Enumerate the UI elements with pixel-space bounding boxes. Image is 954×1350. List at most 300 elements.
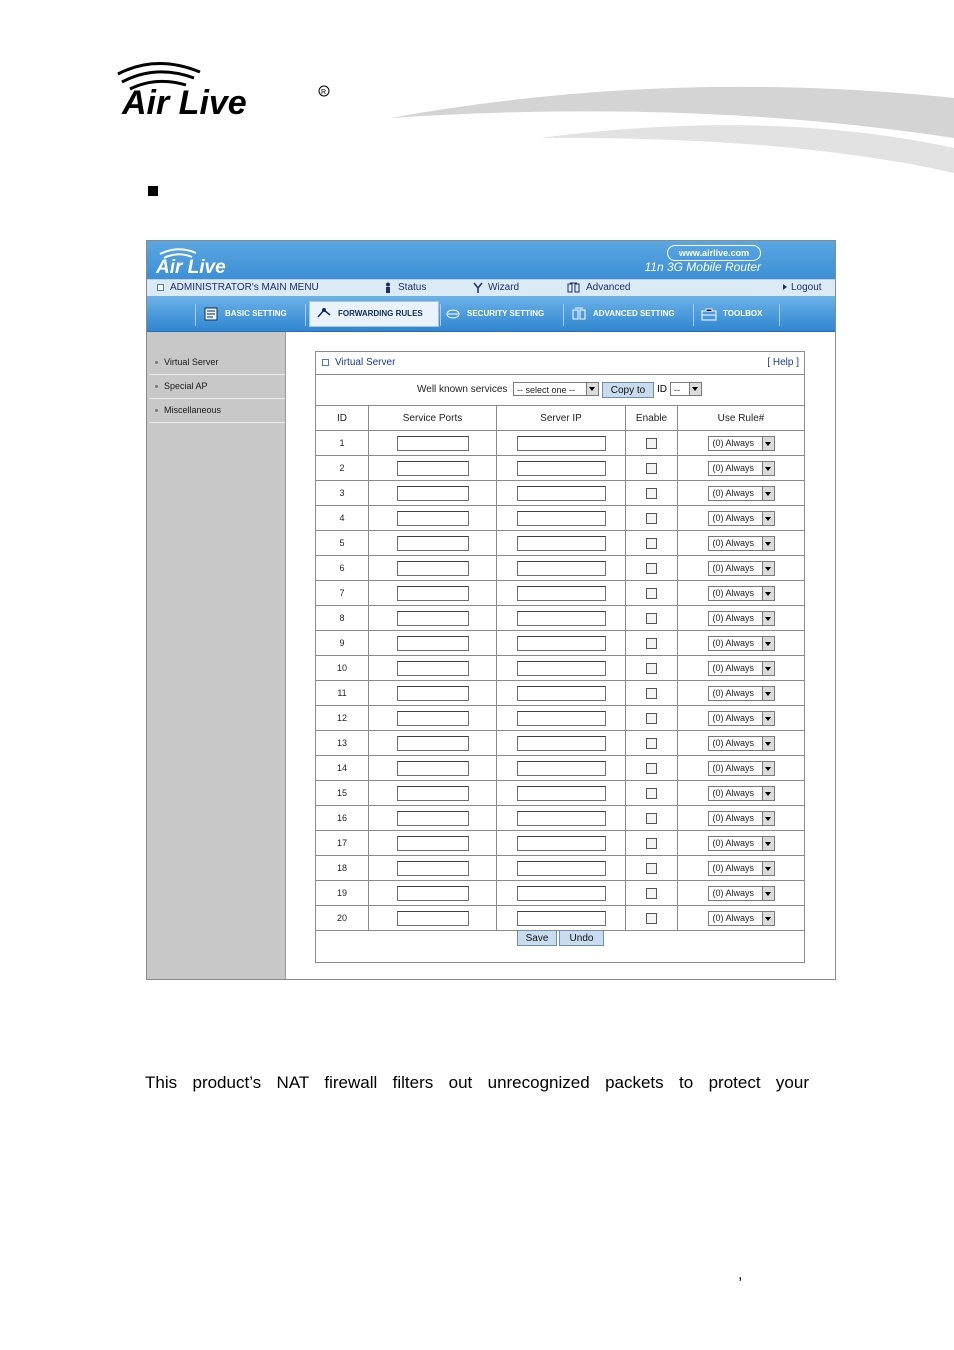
enable-cell	[626, 581, 678, 606]
section-bullet	[148, 186, 158, 196]
use-rule-select[interactable]	[708, 686, 775, 701]
svg-text:Air Live: Air Live	[156, 257, 226, 277]
tab-divider	[779, 304, 780, 326]
use-rule-value: (0) Always	[712, 762, 755, 773]
use-rule-select[interactable]	[708, 761, 775, 776]
tab-toolbox[interactable]	[701, 302, 762, 326]
wizard-icon	[473, 282, 483, 293]
bullet-icon	[155, 361, 158, 364]
service-ports-cell	[369, 431, 497, 456]
chevron-down-icon	[762, 637, 774, 650]
server-ip-input[interactable]	[517, 661, 606, 676]
use-rule-select[interactable]	[708, 861, 775, 876]
service-ports-cell	[369, 531, 497, 556]
use-rule-select[interactable]	[708, 586, 775, 601]
service-ports-input[interactable]	[397, 836, 469, 851]
service-ports-cell	[369, 831, 497, 856]
server-ip-input[interactable]	[517, 686, 606, 701]
server-ip-input[interactable]	[517, 561, 606, 576]
use-rule-select[interactable]	[708, 611, 775, 626]
service-ports-cell	[369, 756, 497, 781]
row-id: 5	[316, 531, 369, 556]
service-ports-cell	[369, 481, 497, 506]
server-ip-cell	[497, 531, 626, 556]
use-rule-cell	[678, 581, 805, 606]
server-ip-input[interactable]	[517, 536, 606, 551]
use-rule-value: (0) Always	[712, 862, 755, 873]
service-ports-cell	[369, 856, 497, 881]
id-select[interactable]	[670, 382, 702, 396]
bullet-icon	[155, 409, 158, 412]
service-ports-input[interactable]	[397, 561, 469, 576]
server-ip-cell	[497, 731, 626, 756]
server-ip-cell	[497, 881, 626, 906]
enable-cell	[626, 431, 678, 456]
toolbox-icon	[701, 307, 717, 321]
enable-cell	[626, 531, 678, 556]
enable-checkbox[interactable]	[646, 713, 657, 724]
service-ports-cell	[369, 631, 497, 656]
main-menu-label: ADMINISTRATOR's MAIN MENU	[170, 282, 319, 293]
server-ip-cell	[497, 806, 626, 831]
copy-to-button[interactable]: Copy to	[602, 382, 654, 398]
service-ports-cell	[369, 881, 497, 906]
advanced-link[interactable]	[567, 281, 630, 295]
service-ports-cell	[369, 731, 497, 756]
chevron-down-icon	[689, 383, 701, 395]
service-ports-cell	[369, 681, 497, 706]
chevron-down-icon	[762, 762, 774, 775]
undo-button[interactable]: Undo	[559, 930, 604, 946]
use-rule-cell	[678, 456, 805, 481]
table-row	[316, 781, 804, 806]
enable-checkbox[interactable]	[646, 813, 657, 824]
use-rule-cell	[678, 681, 805, 706]
table-row	[316, 806, 804, 831]
wizard-label: Wizard	[488, 282, 520, 293]
use-rule-select[interactable]	[708, 736, 775, 751]
enable-cell	[626, 656, 678, 681]
service-ports-input[interactable]	[397, 861, 469, 876]
enable-checkbox[interactable]	[646, 463, 657, 474]
server-ip-cell	[497, 656, 626, 681]
enable-checkbox[interactable]	[646, 788, 657, 799]
server-ip-input[interactable]	[517, 761, 606, 776]
use-rule-select[interactable]	[708, 786, 775, 801]
use-rule-value: (0) Always	[712, 437, 755, 448]
use-rule-cell	[678, 606, 805, 631]
use-rule-cell	[678, 756, 805, 781]
sidebar-item-label: Special AP	[164, 381, 208, 391]
table-row	[316, 456, 804, 481]
use-rule-select[interactable]	[708, 661, 775, 676]
use-rule-value: (0) Always	[712, 812, 755, 823]
logout-link[interactable]	[783, 281, 822, 295]
use-rule-value: (0) Always	[712, 487, 755, 498]
server-ip-cell	[497, 681, 626, 706]
enable-cell	[626, 781, 678, 806]
tab-advanced-setting[interactable]	[571, 302, 675, 326]
row-id: 2	[316, 456, 369, 481]
square-icon	[322, 359, 329, 366]
enable-checkbox[interactable]	[646, 763, 657, 774]
use-rule-cell	[678, 481, 805, 506]
chevron-down-icon	[762, 662, 774, 675]
service-ports-input[interactable]	[397, 886, 469, 901]
service-ports-input[interactable]	[397, 436, 469, 451]
service-ports-input[interactable]	[397, 786, 469, 801]
panel-title-text: Virtual Server	[335, 357, 396, 368]
server-ip-cell	[497, 606, 626, 631]
tab-divider	[563, 304, 564, 326]
enable-cell	[626, 856, 678, 881]
server-ip-cell	[497, 581, 626, 606]
settings-tabbar	[147, 296, 835, 332]
enable-checkbox[interactable]	[646, 638, 657, 649]
table-row	[316, 881, 804, 906]
network-icon	[571, 307, 587, 321]
table-row	[316, 656, 804, 681]
enable-cell	[626, 706, 678, 731]
server-ip-input[interactable]	[517, 436, 606, 451]
use-rule-cell	[678, 556, 805, 581]
service-ports-input[interactable]	[397, 811, 469, 826]
enable-cell	[626, 456, 678, 481]
column-header-use-rule: Use Rule#	[678, 406, 805, 431]
service-ports-cell	[369, 506, 497, 531]
server-ip-input[interactable]	[517, 636, 606, 651]
enable-checkbox[interactable]	[646, 863, 657, 874]
shield-icon	[445, 307, 461, 321]
chevron-down-icon	[762, 737, 774, 750]
network-icon	[567, 282, 581, 293]
tab-security-setting[interactable]	[445, 302, 544, 326]
enable-cell	[626, 506, 678, 531]
table-row	[316, 706, 804, 731]
use-rule-cell	[678, 806, 805, 831]
chevron-down-icon	[762, 862, 774, 875]
page-mark: ,	[738, 1266, 743, 1283]
table-row	[316, 431, 804, 456]
row-id: 3	[316, 481, 369, 506]
table-row	[316, 606, 804, 631]
services-select[interactable]	[513, 382, 599, 396]
enable-checkbox[interactable]	[646, 438, 657, 449]
column-header-service-ports: Service Ports	[369, 406, 497, 431]
well-known-services-row	[316, 375, 804, 406]
tab-divider	[440, 304, 441, 326]
row-id: 4	[316, 506, 369, 531]
chevron-down-icon	[762, 562, 774, 575]
table-row	[316, 481, 804, 506]
enable-checkbox[interactable]	[646, 838, 657, 849]
server-ip-cell	[497, 481, 626, 506]
chevron-down-icon	[762, 462, 774, 475]
sidebar-item-virtual-server[interactable]	[149, 350, 285, 375]
use-rule-select[interactable]	[708, 886, 775, 901]
chevron-down-icon	[762, 612, 774, 625]
row-id: 19	[316, 881, 369, 906]
sidebar-item-label: Miscellaneous	[164, 405, 222, 415]
server-ip-cell	[497, 856, 626, 881]
use-rule-cell	[678, 781, 805, 806]
server-ip-cell	[497, 556, 626, 581]
use-rule-select[interactable]	[708, 461, 775, 476]
virtual-server-panel	[315, 351, 805, 963]
table-row	[316, 756, 804, 781]
use-rule-value: (0) Always	[712, 787, 755, 798]
forward-icon	[316, 307, 332, 321]
row-id: 20	[316, 906, 369, 931]
use-rule-cell	[678, 506, 805, 531]
server-ip-cell	[497, 631, 626, 656]
help-link[interactable]: [ Help ]	[767, 357, 799, 368]
server-ip-input[interactable]	[517, 886, 606, 901]
service-ports-input[interactable]	[397, 586, 469, 601]
server-ip-input[interactable]	[517, 586, 606, 601]
header-swoosh	[390, 78, 954, 188]
use-rule-select[interactable]	[708, 836, 775, 851]
server-ip-input[interactable]	[517, 486, 606, 501]
use-rule-select[interactable]	[708, 511, 775, 526]
logout-label: Logout	[791, 282, 822, 293]
service-ports-cell	[369, 781, 497, 806]
table-header-row	[316, 406, 804, 431]
status-label: Status	[398, 282, 427, 293]
column-header-enable: Enable	[626, 406, 678, 431]
service-ports-cell	[369, 556, 497, 581]
use-rule-cell	[678, 831, 805, 856]
service-ports-cell	[369, 806, 497, 831]
sidebar-item-special-ap[interactable]	[149, 374, 285, 399]
person-icon	[383, 282, 393, 293]
table-row	[316, 506, 804, 531]
use-rule-cell	[678, 881, 805, 906]
server-ip-input[interactable]	[517, 836, 606, 851]
tab-divider	[305, 304, 306, 326]
panel-button-row	[316, 922, 804, 962]
server-ip-cell	[497, 756, 626, 781]
use-rule-value: (0) Always	[712, 737, 755, 748]
svg-text:Air Live: Air Live	[122, 84, 247, 122]
banner-url: www.airlive.com	[667, 245, 761, 261]
row-id: 13	[316, 731, 369, 756]
enable-checkbox[interactable]	[646, 613, 657, 624]
chevron-down-icon	[762, 537, 774, 550]
router-ui-screenshot	[146, 240, 836, 980]
service-ports-input[interactable]	[397, 536, 469, 551]
enable-checkbox[interactable]	[646, 513, 657, 524]
server-ip-input[interactable]	[517, 811, 606, 826]
router-logo	[152, 245, 272, 277]
sidebar	[147, 332, 286, 979]
server-ip-input[interactable]	[517, 861, 606, 876]
service-ports-cell	[369, 581, 497, 606]
table-row	[316, 831, 804, 856]
server-ip-input[interactable]	[517, 786, 606, 801]
server-ip-cell	[497, 706, 626, 731]
server-ip-input[interactable]	[517, 736, 606, 751]
use-rule-value: (0) Always	[712, 662, 755, 673]
svg-text:R: R	[321, 89, 327, 96]
service-ports-input[interactable]	[397, 736, 469, 751]
column-header-server-ip: Server IP	[497, 406, 626, 431]
save-button[interactable]: Save	[517, 930, 557, 946]
sidebar-item-miscellaneous[interactable]	[149, 398, 285, 423]
use-rule-cell	[678, 706, 805, 731]
use-rule-select[interactable]	[708, 811, 775, 826]
use-rule-select[interactable]	[708, 561, 775, 576]
enable-checkbox[interactable]	[646, 738, 657, 749]
row-id: 7	[316, 581, 369, 606]
enable-cell	[626, 756, 678, 781]
use-rule-cell	[678, 856, 805, 881]
id-label: ID	[657, 384, 667, 395]
wizard-link[interactable]	[473, 281, 519, 295]
row-id: 15	[316, 781, 369, 806]
server-ip-cell	[497, 456, 626, 481]
server-ip-cell	[497, 431, 626, 456]
row-id: 1	[316, 431, 369, 456]
use-rule-cell	[678, 531, 805, 556]
services-select-value: -- select one --	[517, 385, 576, 395]
use-rule-select[interactable]	[708, 636, 775, 651]
use-rule-select[interactable]	[708, 436, 775, 451]
server-ip-input[interactable]	[517, 611, 606, 626]
body-paragraph: This product’s NAT firewall filters out unrecognized packets to protect your	[145, 1073, 809, 1092]
row-id: 9	[316, 631, 369, 656]
tab-forwarding-rules[interactable]	[309, 301, 439, 327]
main-menu-link[interactable]	[157, 281, 319, 295]
tab-divider	[693, 304, 694, 326]
use-rule-cell	[678, 731, 805, 756]
enable-cell	[626, 806, 678, 831]
service-ports-input[interactable]	[397, 661, 469, 676]
server-ip-input[interactable]	[517, 511, 606, 526]
use-rule-value: (0) Always	[712, 537, 755, 548]
row-id: 8	[316, 606, 369, 631]
enable-checkbox[interactable]	[646, 563, 657, 574]
tab-advanced-label: ADVANCED SETTING	[593, 309, 675, 318]
column-header-id: ID	[316, 406, 369, 431]
tab-basic-setting[interactable]	[203, 302, 287, 326]
use-rule-value: (0) Always	[712, 512, 755, 523]
enable-checkbox[interactable]	[646, 488, 657, 499]
service-ports-input[interactable]	[397, 611, 469, 626]
service-ports-input[interactable]	[397, 461, 469, 476]
service-ports-cell	[369, 606, 497, 631]
table-row	[316, 681, 804, 706]
enable-cell	[626, 731, 678, 756]
use-rule-cell	[678, 431, 805, 456]
enable-cell	[626, 831, 678, 856]
enable-cell	[626, 631, 678, 656]
router-banner	[147, 241, 835, 279]
advanced-label: Advanced	[586, 282, 631, 293]
use-rule-value: (0) Always	[712, 462, 755, 473]
use-rule-value: (0) Always	[712, 837, 755, 848]
row-id: 10	[316, 656, 369, 681]
use-rule-value: (0) Always	[712, 687, 755, 698]
use-rule-value: (0) Always	[712, 637, 755, 648]
use-rule-select[interactable]	[708, 536, 775, 551]
server-ip-input[interactable]	[517, 711, 606, 726]
admin-menubar	[147, 279, 835, 297]
bullet-icon	[155, 385, 158, 388]
row-id: 11	[316, 681, 369, 706]
arrow-right-icon	[783, 284, 787, 290]
row-id: 14	[316, 756, 369, 781]
square-icon	[157, 284, 164, 291]
chevron-down-icon	[762, 487, 774, 500]
use-rule-value: (0) Always	[712, 712, 755, 723]
enable-cell	[626, 481, 678, 506]
chevron-down-icon	[762, 437, 774, 450]
row-id: 17	[316, 831, 369, 856]
tab-basic-label: BASIC SETTING	[225, 309, 287, 318]
use-rule-select[interactable]	[708, 711, 775, 726]
tab-security-label: SECURITY SETTING	[467, 309, 545, 318]
chevron-down-icon	[762, 837, 774, 850]
enable-checkbox[interactable]	[646, 538, 657, 549]
use-rule-value: (0) Always	[712, 587, 755, 598]
enable-checkbox[interactable]	[646, 688, 657, 699]
panel-title	[322, 352, 395, 374]
service-ports-input[interactable]	[397, 686, 469, 701]
well-known-label: Well known services	[417, 384, 508, 395]
airlive-logo	[108, 56, 338, 126]
use-rule-value: (0) Always	[712, 612, 755, 623]
service-ports-input[interactable]	[397, 711, 469, 726]
use-rule-cell	[678, 631, 805, 656]
notebook-icon	[203, 307, 219, 321]
service-ports-cell	[369, 706, 497, 731]
enable-checkbox[interactable]	[646, 663, 657, 674]
use-rule-value: (0) Always	[712, 912, 755, 923]
use-rule-value: (0) Always	[712, 562, 755, 573]
chevron-down-icon	[762, 887, 774, 900]
table-row	[316, 556, 804, 581]
enable-checkbox[interactable]	[646, 888, 657, 899]
row-id: 6	[316, 556, 369, 581]
use-rule-select[interactable]	[708, 486, 775, 501]
row-id: 16	[316, 806, 369, 831]
enable-checkbox[interactable]	[646, 588, 657, 599]
service-ports-input[interactable]	[397, 636, 469, 651]
service-ports-cell	[369, 656, 497, 681]
tab-divider	[195, 304, 196, 326]
row-id: 18	[316, 856, 369, 881]
status-link[interactable]	[383, 281, 426, 295]
server-ip-input[interactable]	[517, 461, 606, 476]
tab-toolbox-label: TOOLBOX	[723, 309, 763, 318]
chevron-down-icon	[762, 512, 774, 525]
table-row	[316, 531, 804, 556]
use-rule-value: (0) Always	[712, 887, 755, 898]
enable-cell	[626, 606, 678, 631]
enable-cell	[626, 556, 678, 581]
service-ports-input[interactable]	[397, 761, 469, 776]
service-ports-input[interactable]	[397, 486, 469, 501]
sidebar-item-label: Virtual Server	[164, 357, 219, 367]
table-row	[316, 731, 804, 756]
chevron-down-icon	[762, 687, 774, 700]
id-select-value: --	[674, 385, 680, 395]
chevron-down-icon	[762, 812, 774, 825]
service-ports-cell	[369, 456, 497, 481]
server-ip-cell	[497, 781, 626, 806]
service-ports-input[interactable]	[397, 511, 469, 526]
